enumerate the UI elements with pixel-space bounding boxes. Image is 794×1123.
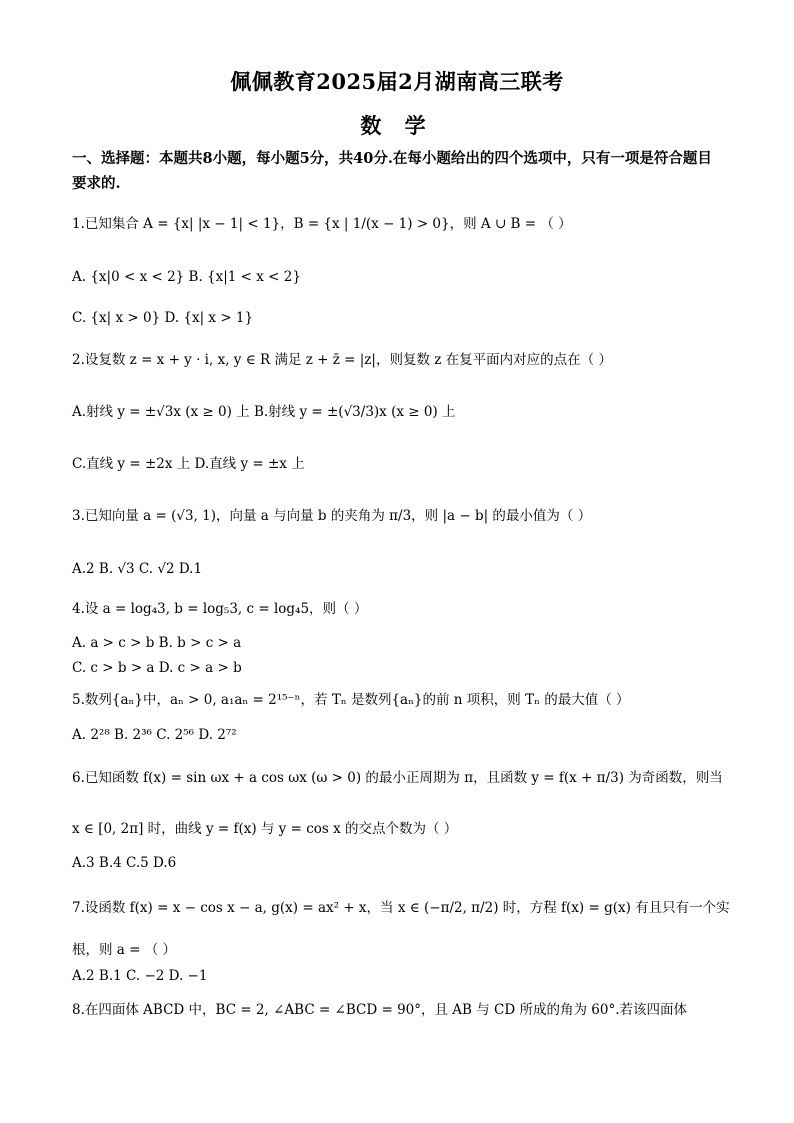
question-3-stem: 3.已知向量 a = (√3, 1)，向量 a 与向量 b 的夹角为 π/3，则 |a − b| 的最小值为（ ）	[72, 508, 592, 524]
section-heading: 一、选择题：本题共8小题，每小题5分，共40分.在每小题给出的四个选项中，只有一项是符合题目要求的.	[72, 150, 712, 192]
question-5-options: A. 2²⁸ B. 2³⁶ C. 2⁵⁶ D. 2⁷²	[72, 727, 237, 743]
page-title: 佩佩教育2025届2月湖南高三联考	[230, 69, 564, 94]
question-3-options: A.2 B. √3 C. √2 D.1	[72, 561, 203, 577]
question-7-stem-continued: 根，则 a = （ ）	[72, 942, 177, 958]
subject-title: 数 学	[360, 113, 434, 138]
question-6-options: A.3 B.4 C.5 D.6	[72, 855, 177, 871]
question-2-options-row-1: A.射线 y = ±√3x (x ≥ 0) 上 B.射线 y = ±(√3/3)x (x ≥ 0) 上	[72, 404, 456, 420]
question-4-stem: 4.设 a = log₄3, b = log₅3, c = log₄5，则（ ）	[72, 601, 368, 617]
question-6-stem-continued: x ∈ [0, 2π] 时，曲线 y = f(x) 与 y = cos x 的交点个数为（ ）	[72, 821, 458, 837]
question-8-stem: 8.在四面体 ABCD 中，BC = 2, ∠ABC = ∠BCD = 90°，且 AB 与 CD 所成的角为 60°.若该四面体	[72, 1002, 688, 1018]
question-1-stem: 1.已知集合 A = {x| |x − 1| < 1}，B = {x | 1/(x − 1) > 0}，则 A ∪ B = （ ）	[72, 216, 572, 232]
question-7-stem: 7.设函数 f(x) = x − cos x − a, g(x) = ax² + x，当 x ∈ (−π/2, π/2) 时，方程 f(x) = g(x) 有且只有一个实	[72, 900, 730, 916]
question-7-options: A.2 B.1 C. −2 D. −1	[72, 968, 208, 984]
question-5-stem: 5.数列{aₙ}中，aₙ > 0, a₁aₙ = 2¹⁵⁻ⁿ，若 Tₙ 是数列{aₙ}的前 n 项积，则 Tₙ 的最大值（ ）	[72, 692, 630, 708]
question-6-stem: 6.已知函数 f(x) = sin ωx + a cos ωx (ω > 0) 的最小正周期为 π，且函数 y = f(x + π/3) 为奇函数，则当	[72, 770, 723, 786]
question-4-options-row-1: A. a > c > b B. b > c > a	[72, 635, 242, 651]
question-2-stem: 2.设复数 z = x + y · i, x, y ∈ R 满足 z + z̄ = |z|，则复数 z 在复平面内对应的点在（ ）	[72, 352, 612, 368]
question-4-options-row-2: C. c > b > a D. c > a > b	[72, 660, 242, 676]
question-1-options-row-1: A. {x|0 < x < 2} B. {x|1 < x < 2}	[72, 269, 301, 285]
question-1-options-row-2: C. {x| x > 0} D. {x| x > 1}	[72, 310, 254, 326]
question-2-options-row-2: C.直线 y = ±2x 上 D.直线 y = ±x 上	[72, 456, 305, 472]
